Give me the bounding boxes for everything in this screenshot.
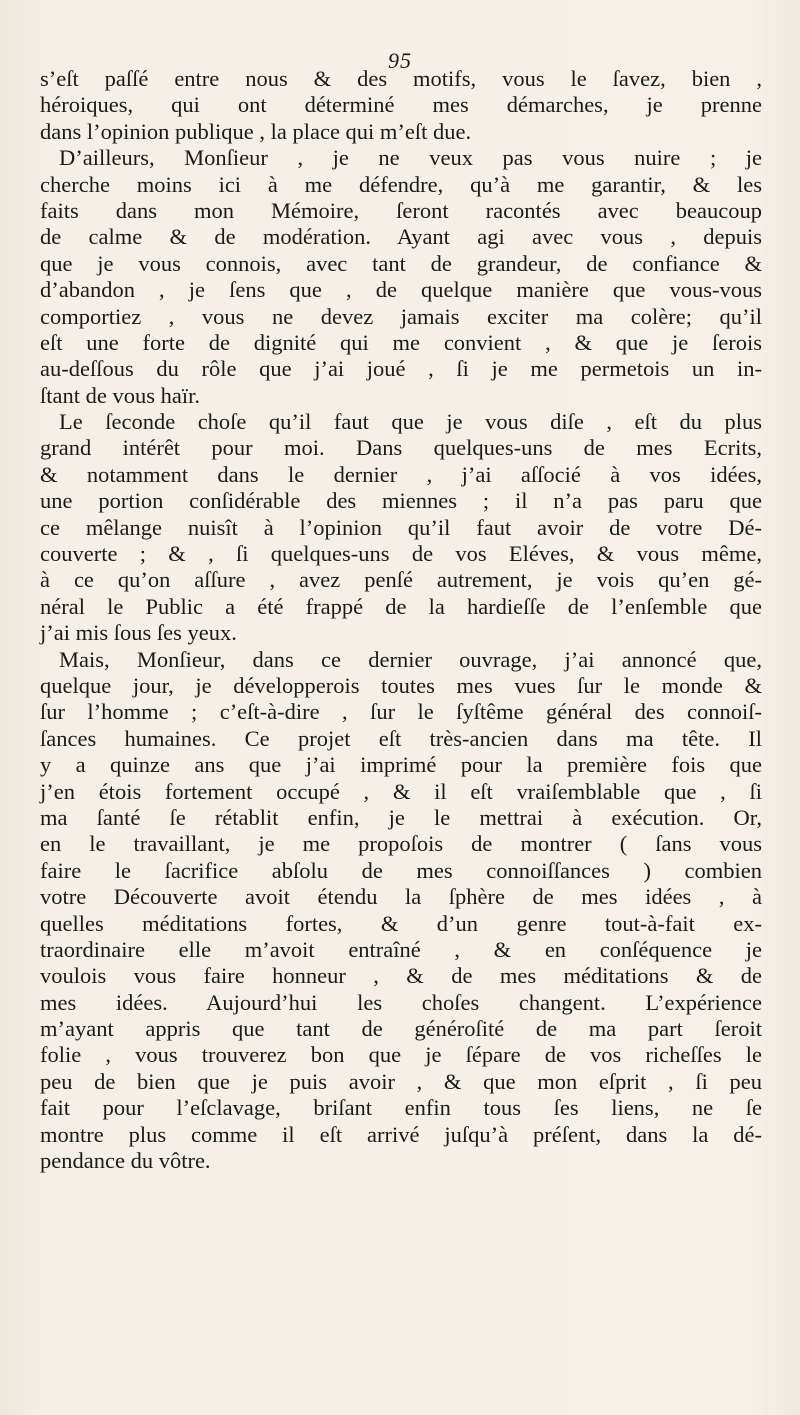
text-line: j’ai mis ſous ſes yeux.	[40, 620, 237, 646]
text-line: ſur l’homme ; c’eſt-à-dire , ſur le ſyſtême général des connoiſ-	[40, 699, 762, 725]
text-line: néral le Public a été frappé de la hardieſſe de l’enſemble que	[40, 593, 762, 619]
text-line: faire le ſacrifice abſolu de mes connoiſſances ) combien	[40, 857, 762, 883]
text-line: dans l’opinion publique , la place qui m’eſt due.	[40, 118, 472, 144]
text-line: grand intérêt pour moi. Dans quelques-uns de mes Ecrits,	[40, 435, 762, 461]
text-line: comportiez , vous ne devez jamais exciter ma colère; qu’il	[40, 303, 762, 329]
text-line: j’en étois fortement occupé , & il eſt vraiſemblable que , ſi	[40, 778, 762, 804]
text-line: Le ſeconde choſe qu’il faut que je vous diſe , eſt du plus	[59, 409, 762, 435]
text-line: traordinaire elle m’avoit entraîné , & en conſéquence je	[40, 936, 762, 962]
text-line: ſances humaines. Ce projet eſt très-ancien dans ma tête. Il	[40, 725, 762, 751]
text-line: folie , vous trouverez bon que je ſépare de vos richeſſes le	[40, 1042, 762, 1068]
text-line: & notamment dans le dernier , j’ai aſſocié à vos idées,	[40, 461, 762, 487]
text-line: votre Découverte avoit étendu la ſphère de mes idées , à	[40, 884, 762, 910]
text-line: quelles méditations fortes, & d’un genre tout-à-fait ex-	[40, 910, 762, 936]
text-line: eſt une forte de dignité qui me convient , & que je ſerois	[40, 329, 762, 355]
text-line: Mais, Monſieur, dans ce dernier ouvrage, j’ai annoncé que,	[59, 646, 762, 672]
text-line: D’ailleurs, Monſieur , je ne veux pas vous nuire ; je	[59, 145, 762, 171]
text-line: cherche moins ici à me défendre, qu’à me garantir, & les	[40, 171, 762, 197]
text-line: m’ayant appris que tant de généroſité de ma part ſeroit	[40, 1016, 762, 1042]
body-text	[40, 66, 762, 1174]
text-line: ma ſanté ſe rétablit enfin, je le mettrai à exécution. Or,	[40, 804, 762, 830]
text-line: que je vous connois, avec tant de grandeur, de confiance &	[40, 250, 762, 276]
text-line: ce mêlange nuisît à l’opinion qu’il faut avoir de votre Dé-	[40, 514, 762, 540]
text-line: héroiques, qui ont déterminé mes démarches, je prenne	[40, 92, 762, 118]
text-line: y a quinze ans que j’ai imprimé pour la première fois que	[40, 752, 762, 778]
text-line: en le travaillant, je me propoſois de montrer ( ſans vous	[40, 831, 762, 857]
text-line: peu de bien que je puis avoir , & que mon eſprit , ſi peu	[40, 1068, 762, 1094]
text-line: au-deſſous du rôle que j’ai joué , ſi je me permetois un in-	[40, 356, 762, 382]
text-line: une portion conſidérable des miennes ; il n’a pas paru que	[40, 488, 762, 514]
page-number: 95	[388, 48, 412, 73]
text-line: s’eſt paſſé entre nous & des motifs, vous le ſavez, bien ,	[40, 66, 762, 91]
text-line: ſtant de vous haïr.	[40, 382, 200, 408]
text-line: de calme & de modération. Ayant agi avec vous , depuis	[40, 224, 762, 250]
text-line: couverte ; & , ſi quelques-uns de vos Eléves, & vous même,	[40, 541, 762, 567]
text-line: pendance du vôtre.	[40, 1148, 211, 1174]
text-line: faits dans mon Mémoire, ſeront racontés avec beaucoup	[40, 197, 762, 223]
text-line: à ce qu’on aſſure , avez penſé autrement, je vois qu’en gé-	[40, 567, 762, 593]
text-line: voulois vous faire honneur , & de mes méditations & de	[40, 963, 762, 989]
text-line: fait pour l’eſclavage, briſant enfin tous ſes liens, ne ſe	[40, 1095, 762, 1121]
text-line: d’abandon , je ſens que , de quelque manière que vous-vous	[40, 277, 762, 303]
text-line: quelque jour, je développerois toutes mes vues ſur le monde &	[40, 672, 762, 698]
text-line: mes idées. Aujourd’hui les choſes changent. L’expérience	[40, 989, 762, 1015]
text-line: montre plus comme il eſt arrivé juſqu’à préſent, dans la dé-	[40, 1121, 762, 1147]
